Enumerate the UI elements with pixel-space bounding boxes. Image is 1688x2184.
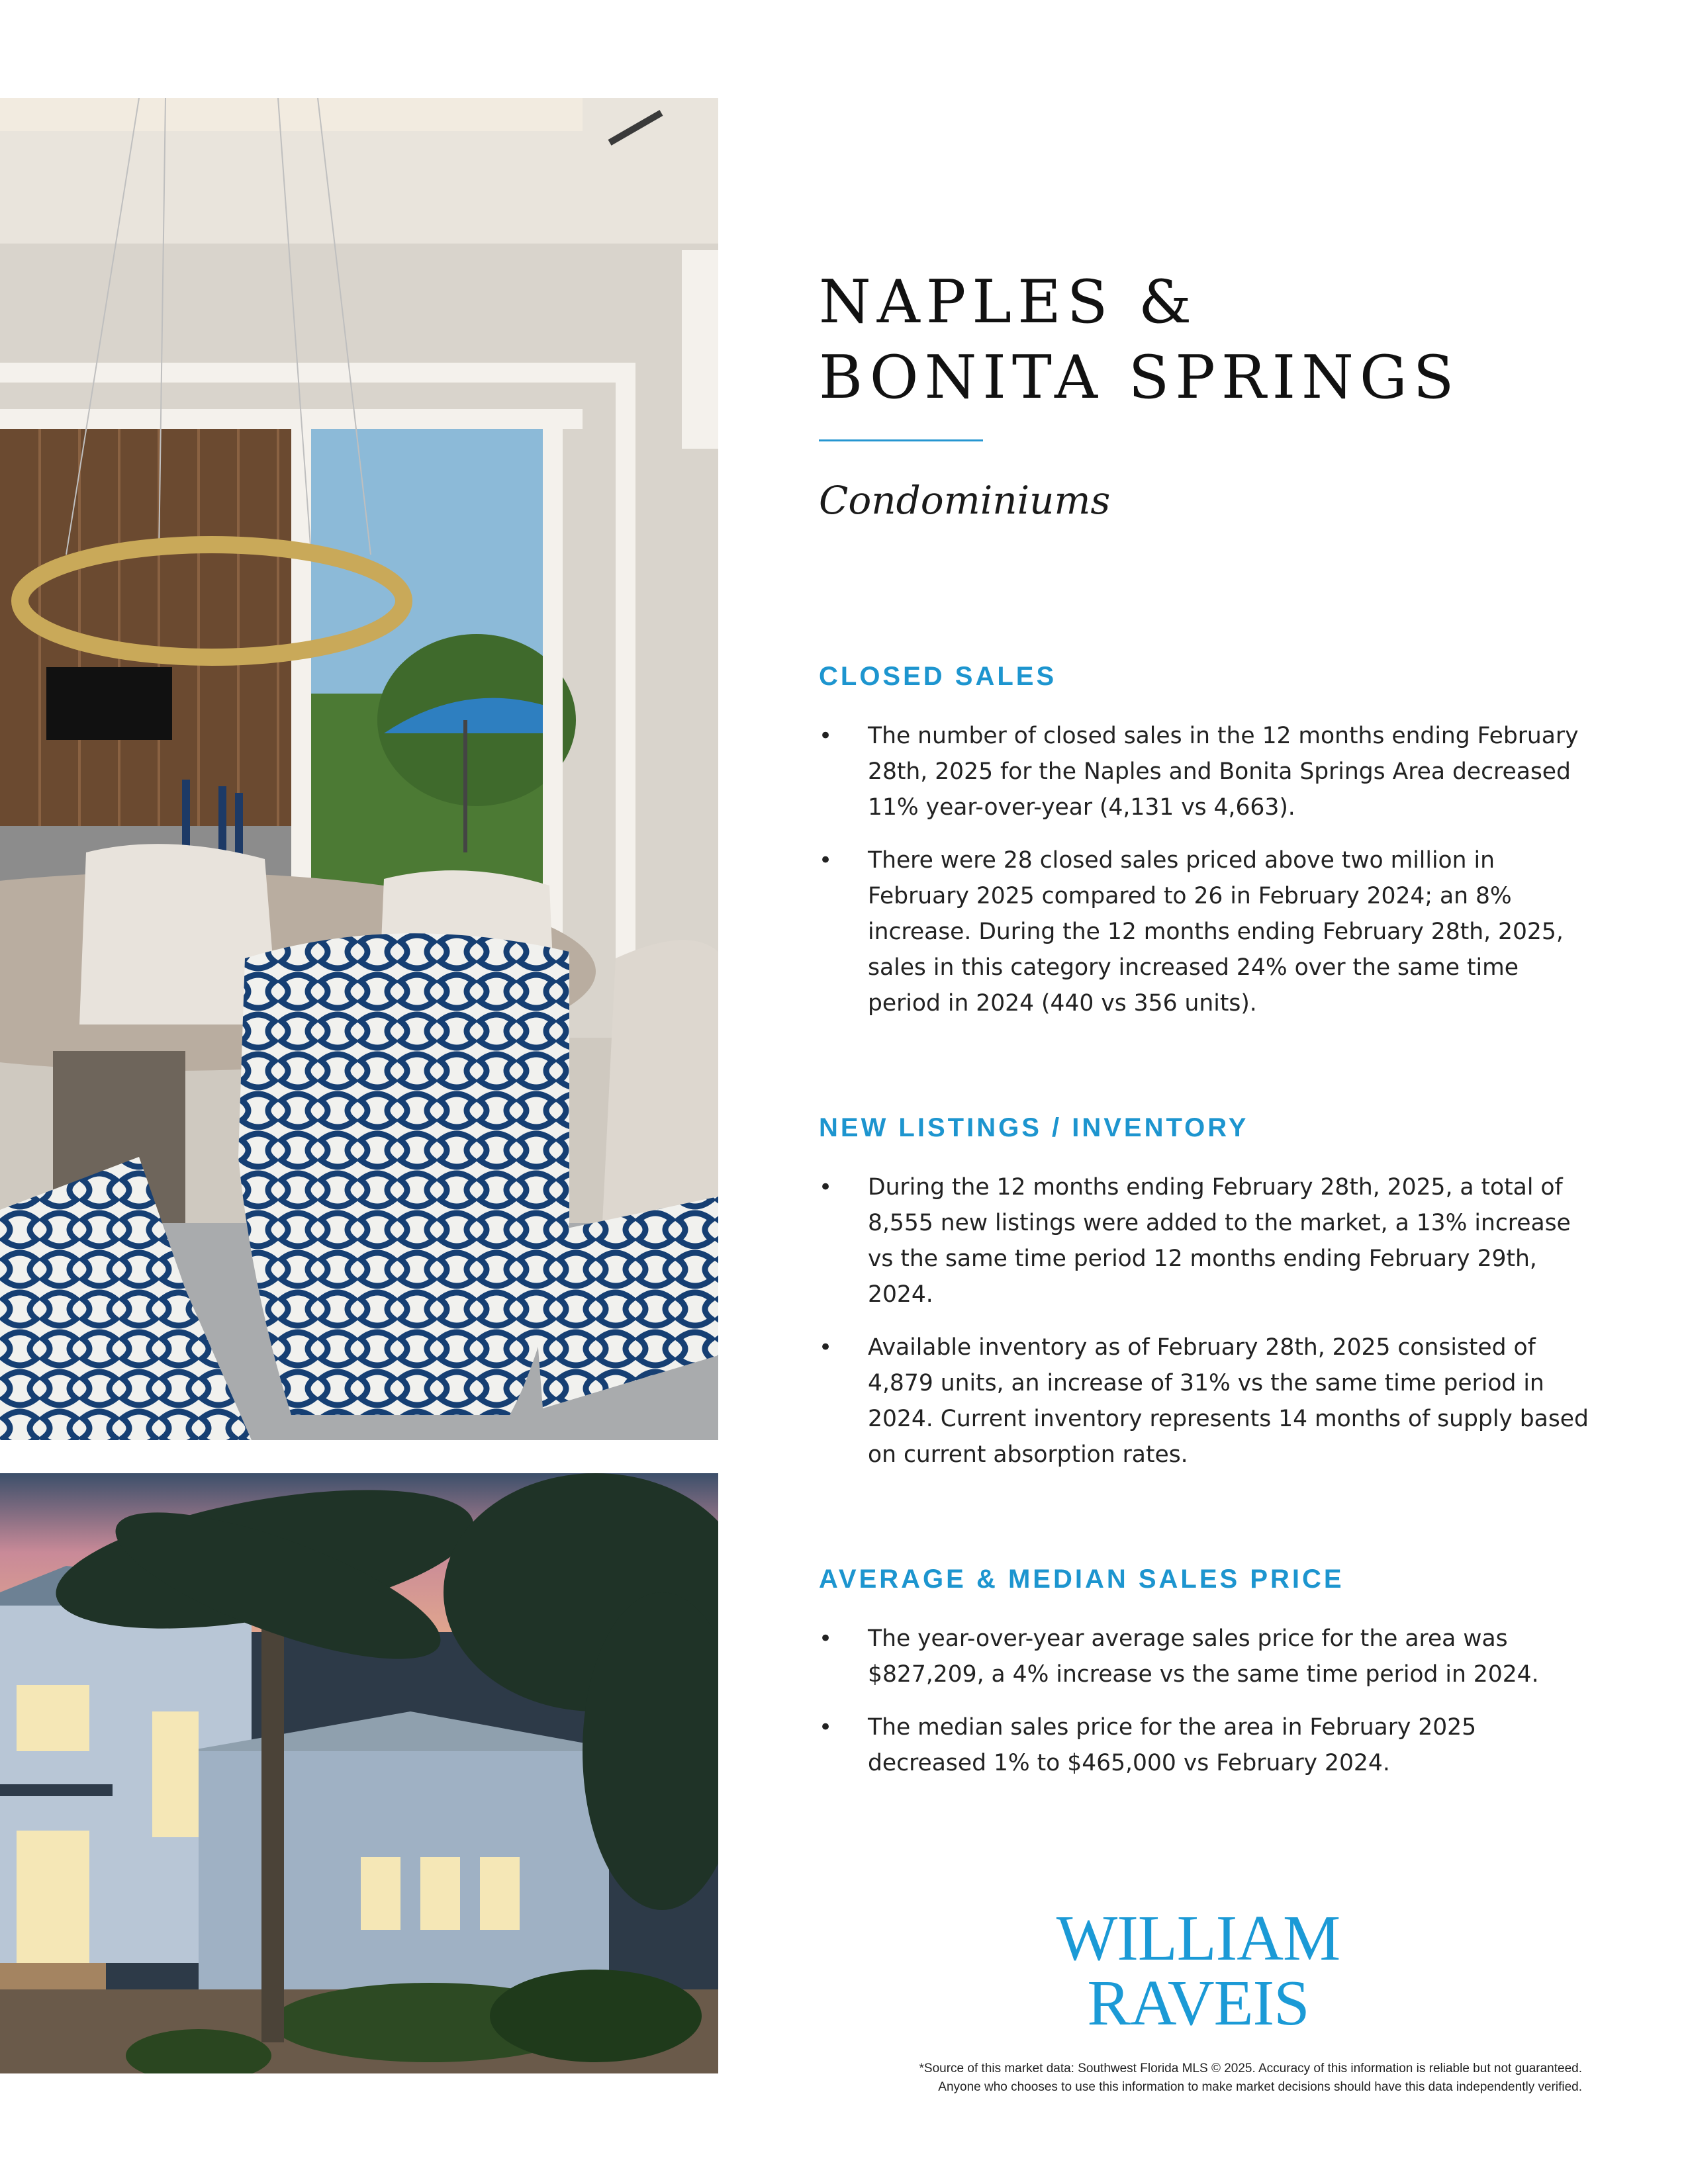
section-heading: AVERAGE & MEDIAN SALES PRICE — [819, 1565, 1344, 1594]
list-item-text: Available inventory as of February 28th, 2025 consisted of 4,879 units, an increase of 31% vs the same time period in 2024. Current inventory represents 14 months of supply based on current absorption rates. — [868, 1334, 1589, 1468]
page-title — [819, 265, 1593, 416]
title-divider — [819, 439, 983, 441]
list-item-text: During the 12 months ending February 28th, 2025, a total of 8,555 new listings were added to the market, a 13% increase vs the same time period 12 months ending February 29th, 2024. — [868, 1174, 1571, 1308]
bullet-list — [819, 1621, 1593, 1781]
list-item — [819, 842, 1593, 1021]
list-item — [819, 1621, 1593, 1692]
house-exterior-illustration — [0, 1473, 718, 2073]
bullet-list — [819, 1169, 1593, 1473]
title-line-2: BONITA SPRINGS — [819, 343, 1460, 412]
list-item — [819, 1709, 1593, 1781]
house-exterior-dusk-photo — [0, 1473, 718, 2073]
section-heading: CLOSED SALES — [819, 662, 1057, 691]
section-average-median-sales-price — [819, 1565, 1593, 1781]
list-item-text: The number of closed sales in the 12 months ending February 28th, 2025 for the Naples and Bonita Springs Area decreased 11% year-over-year (4,131 vs 4,663). — [868, 723, 1579, 821]
list-item — [819, 718, 1593, 825]
bullet-icon: • — [819, 1714, 833, 1741]
list-item-text: The median sales price for the area in February 2025 decreased 1% to $465,000 vs February 2024. — [868, 1714, 1477, 1776]
bullet-icon: • — [819, 847, 833, 874]
source-line-2: Anyone who chooses to use this information to make market decisions should have this data independently verified. — [938, 2080, 1582, 2094]
bullet-icon: • — [819, 1174, 833, 1201]
william-raveis-logo: WILLIAM RAVEIS — [1056, 1903, 1340, 2039]
dining-room-photo — [0, 98, 718, 1440]
list-item — [819, 1330, 1593, 1473]
bullet-icon: • — [819, 1625, 833, 1652]
list-item — [819, 1169, 1593, 1312]
list-item-text: The year-over-year average sales price for the area was $827,209, a 4% increase vs the same time period in 2024. — [868, 1625, 1539, 1688]
bullet-list — [819, 718, 1593, 1021]
list-item-text: There were 28 closed sales priced above two million in February 2025 compared to 26 in February 2024; an 8% increase. During the 12 months ending February 28th, 2025, sales in this category increased 24% over the same time period in 2024 (440 vs 356 units). — [868, 847, 1564, 1017]
section-new-listings-inventory — [819, 1113, 1593, 1473]
source-line-1: *Source of this market data: Southwest Florida MLS © 2025. Accuracy of this information is reliable but not guaranteed. — [919, 2062, 1582, 2075]
section-heading: NEW LISTINGS / INVENTORY — [819, 1113, 1249, 1142]
dining-room-illustration — [0, 98, 718, 1440]
page-subtitle: Condominiums — [819, 478, 1111, 523]
section-closed-sales — [819, 662, 1593, 1021]
bullet-icon: • — [819, 1334, 833, 1361]
source-footnote — [788, 2060, 1582, 2097]
bullet-icon: • — [819, 723, 833, 749]
title-line-1: NAPLES & — [819, 267, 1198, 337]
